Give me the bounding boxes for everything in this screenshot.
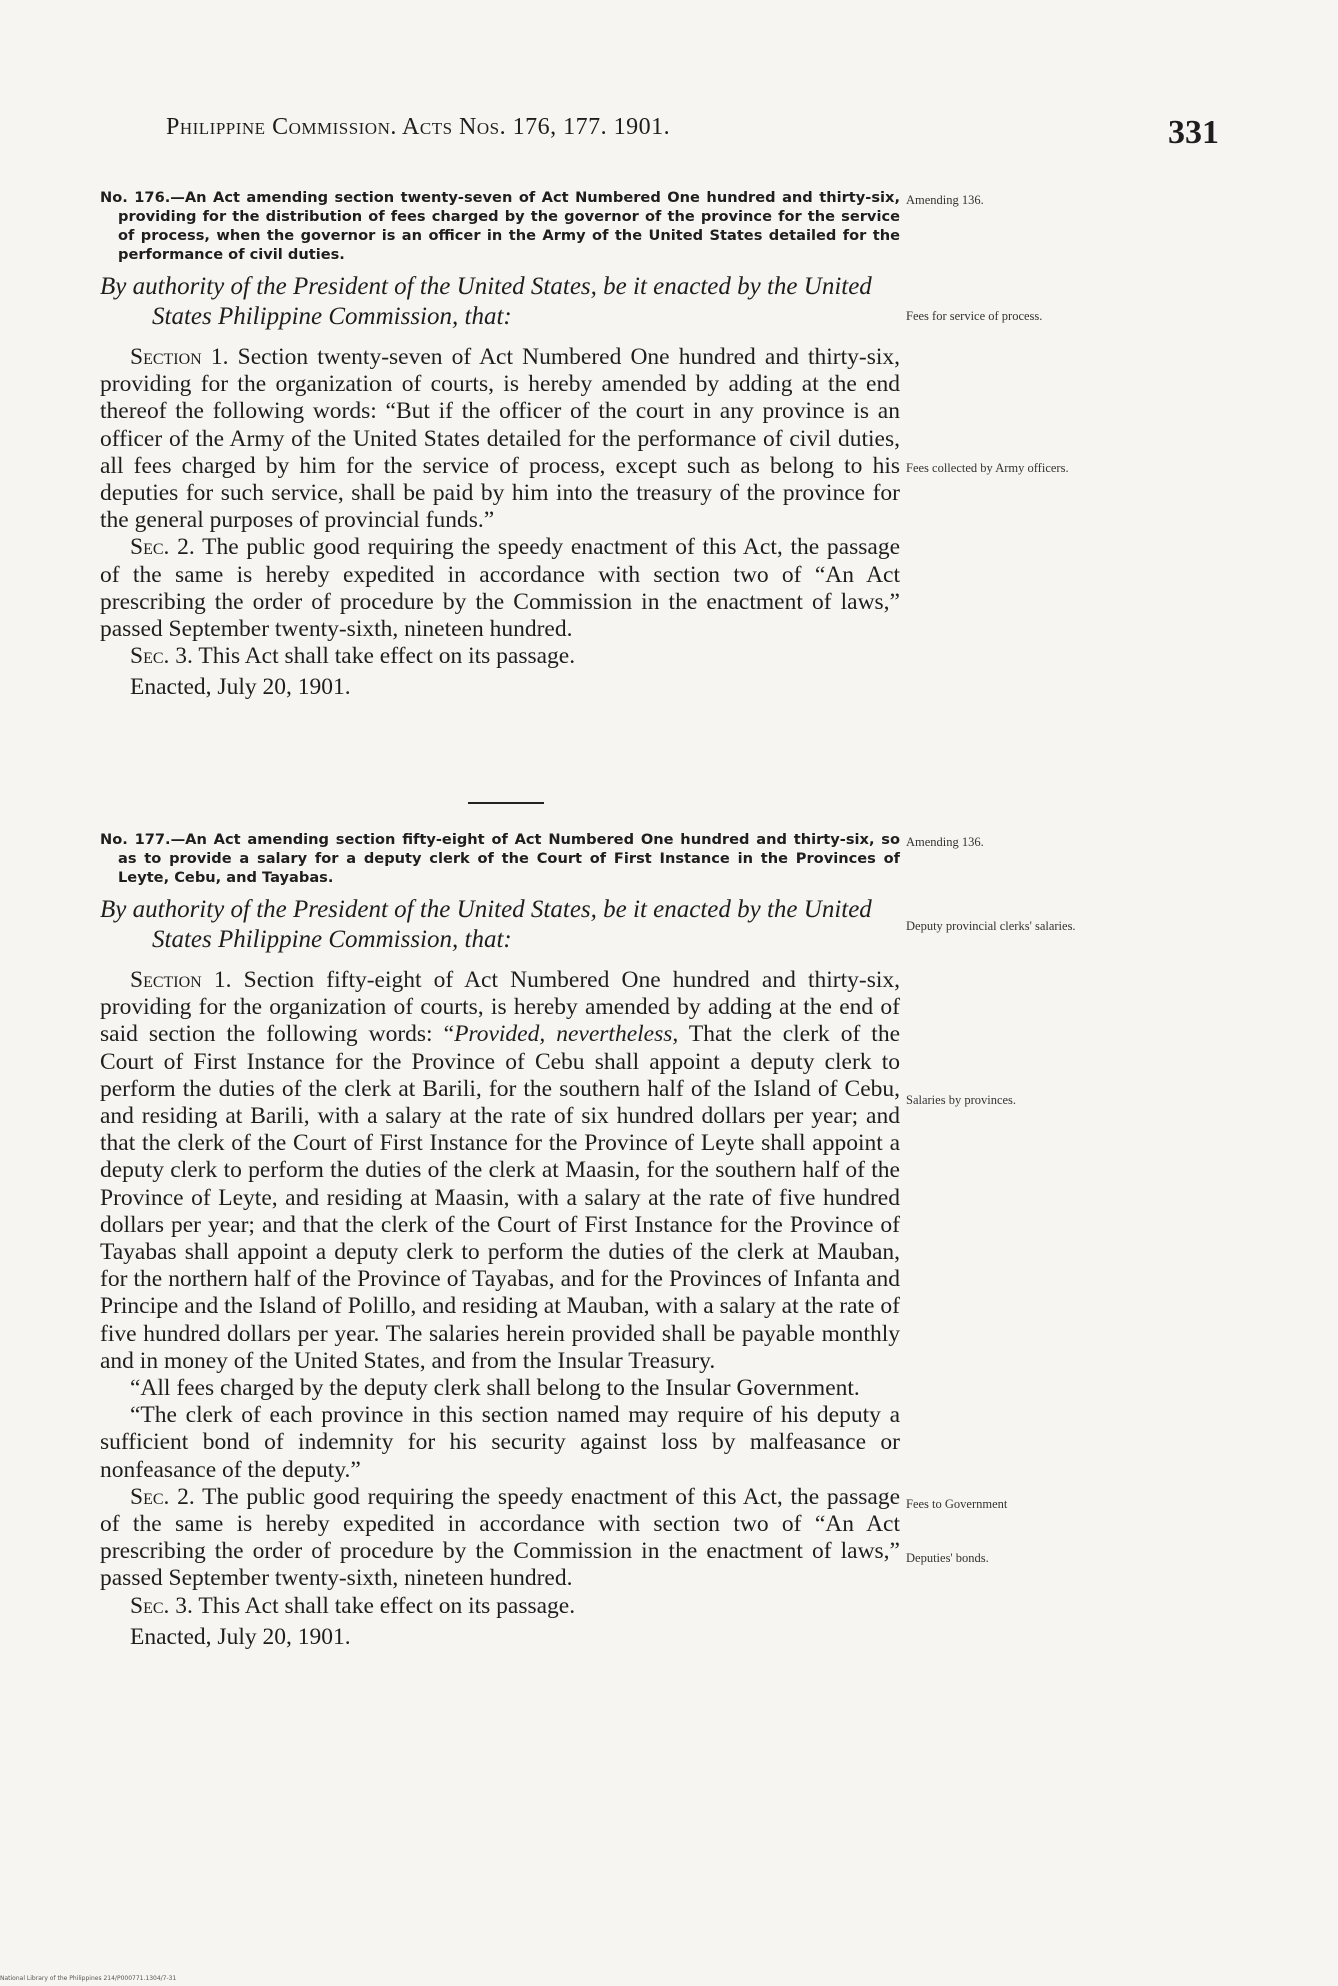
scan-credit: National Library of the Philippines 214/P000771.1304/7-31: [0, 1975, 177, 1982]
margin-note-deputies-bonds: Deputies' bonds.: [906, 1551, 989, 1565]
margin-note-amending-136-b: Amending 136.: [906, 835, 984, 849]
section-body: The public good requiring the speedy enactment of this Act, the passage of the same is hereby expedited in accordance with section two of “An Act prescribing the order of procedure by the Commission in the enactment of laws,” passed September twenty-sixth, nineteen hundred.: [100, 534, 901, 643]
act-177-section-2: [100, 1484, 900, 1593]
section-body: This Act shall take effect on its passage.: [198, 643, 576, 670]
section-heading: Sec. 3.: [130, 643, 193, 670]
section-heading: Sec. 2.: [130, 1483, 195, 1510]
margin-note-salaries-by-provinces: Salaries by provinces.: [906, 1093, 1017, 1107]
section-heading: Section 1.: [130, 344, 229, 370]
margin-note-amending-136: Amending 136.: [906, 193, 984, 207]
act-176-enacting-clause: By authority of the President of the United States, be it enacted by the United States Philippine Commission, that:: [100, 273, 872, 330]
act-177: [100, 830, 900, 1651]
act-177-enacted-date: Enacted, July 20, 1901.: [130, 1623, 351, 1650]
section-body-continued: That the clerk of the Court of First Instance for the Province of Cebu shall appoint a deputy clerk to perform the duties of the clerk at Barili, for the southern half of the Island of Cebu, and residing at Barili, with a salary at the rate of six hundred dollars per year; and that the clerk of the Court of First Instance for the Province of Leyte shall appoint a deputy clerk to perform the duties of the clerk at Maasin, for the southern half of the Province of Leyte, and residing at Maasin, with a salary at the rate of five hundred dollars per year; and that the clerk of the Court of First Instance for the Province of Tayabas shall appoint a deputy clerk to perform the duties of the clerk at Mauban, for the northern half of the Province of Tayabas, and for the Provinces of Infanta and Principe and the Island of Polillo, and residing at Mauban, with a salary at the rate of five hundred dollars per year. The salaries herein provided shall be payable monthly and in money of the United States, and from the Insular Treasury.: [100, 1021, 901, 1374]
act-177-bond-paragraph: “The clerk of each province in this section named may require of his deputy a sufficient bond of indemnity for his security against loss by malfeasance or nonfeasance of the deputy.”: [100, 1402, 900, 1483]
page-number: 331: [1168, 114, 1219, 151]
act-177-title: No. 177.—An Act amending section fifty-eight of Act Numbered One hundred and thirty-six, so as to provide a salary for a deputy clerk of the Court of First Instance in the Provinces of Leyte, Cebu, and Tayabas.: [100, 831, 900, 886]
act-176-section-1: [100, 344, 900, 534]
section-body: This Act shall take effect on its passage.: [198, 1592, 576, 1619]
margin-note-fees-to-government: Fees to Government: [906, 1497, 1008, 1511]
margin-note-deputy-clerks-salaries: Deputy provincial clerks' salaries.: [906, 919, 1076, 933]
margin-note-fees-army-officers: Fees collected by Army officers.: [906, 461, 1069, 475]
running-head: [166, 114, 1062, 141]
act-176: [100, 188, 900, 702]
act-176-section-3: [100, 643, 900, 670]
section-divider: [468, 802, 544, 804]
act-177-section-1: [100, 967, 900, 1375]
act-177-enacting-clause: By authority of the President of the United States, be it enacted by the United States Philippine Commission, that:: [100, 896, 872, 953]
running-head-text: Philippine Commission. Acts Nos. 176, 177. 1901.: [166, 114, 671, 140]
act-176-enacted-date: Enacted, July 20, 1901.: [130, 674, 351, 701]
act-176-section-2: [100, 534, 900, 643]
section-body: Section twenty-seven of Act Numbered One hundred and thirty-six, providing for the organization of courts, is hereby amended by adding at the end thereof the following words: “But if the officer of the court in any province is an officer of the Army of the United States detailed for the performance of civil duties, all fees charged by him for the service of process, except such as belong to his deputies for such service, shall be paid by him into the treasury of the province for the general purposes of provincial funds.”: [100, 344, 900, 534]
act-177-fees-paragraph: “All fees charged by the deputy clerk shall belong to the Insular Government.: [130, 1375, 860, 1402]
section-body: Section fifty-eight of Act Numbered One hundred and thirty-six, providing for the organization of courts, is hereby amended by adding at the end of said section the following words: “: [100, 967, 900, 1048]
act-177-section-3: [100, 1593, 900, 1620]
section-heading: Sec. 3.: [130, 1592, 193, 1619]
section-body: The public good requiring the speedy enactment of this Act, the passage of the same is hereby expedited in accordance with section two of “An Act prescribing the order of procedure by the Commission in the enactment of laws,” passed September twenty-sixth, nineteen hundred.: [100, 1483, 901, 1592]
section-heading: Section 1.: [130, 967, 232, 993]
proviso-italic: Provided, nevertheless,: [454, 1021, 679, 1048]
section-heading: Sec. 2.: [130, 534, 195, 561]
act-176-title: No. 176.—An Act amending section twenty-seven of Act Numbered One hundred and thirty-six, providing for the distribution of fees charged by the governor of the province for the service of process, when the governor is an officer in the Army of the United States detailed for the performance of civil duties.: [100, 189, 900, 263]
margin-note-fees-service-process: Fees for service of process.: [906, 309, 1043, 323]
